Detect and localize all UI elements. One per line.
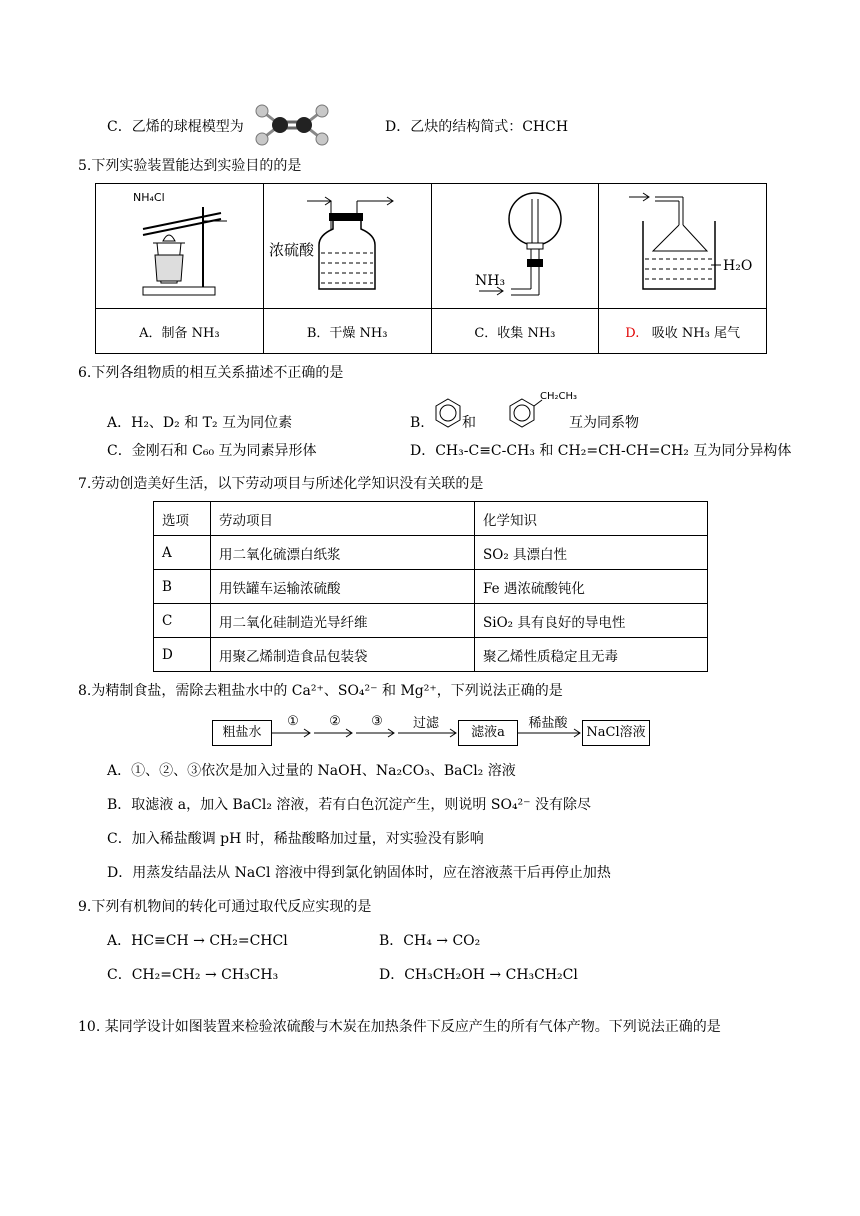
- q4-option-c: C．乙烯的球棍模型为: [107, 119, 244, 135]
- funnel-absorption-icon: [603, 185, 763, 303]
- q6-option-b-suffix: 互为同系物: [569, 415, 639, 431]
- flow-step-2: ②: [329, 714, 341, 729]
- q6-option-c: C．金刚石和 C₆₀ 互为同素异形体: [107, 443, 317, 459]
- table-cell: D: [154, 638, 211, 672]
- q9-option-a: A．HC≡CH → CH₂=CHCl: [107, 933, 288, 949]
- table-row: [154, 536, 708, 570]
- flow-step-3: ③: [371, 714, 383, 729]
- apparatus-d-cell: [599, 184, 767, 309]
- caption-d-text: 吸收 NH₃ 尾气: [651, 325, 740, 341]
- table-row: [154, 604, 708, 638]
- q6-option-a: A．H₂、D₂ 和 T₂ 互为同位素: [107, 415, 293, 431]
- q4-option-d: D．乙炔的结构简式：CHCH: [385, 119, 569, 135]
- table-cell: 用聚乙烯制造食品包装袋: [211, 638, 475, 672]
- table-cell: 聚乙烯性质稳定且无毒: [475, 638, 708, 672]
- table-cell: B: [154, 570, 211, 604]
- ethyl-group-label: CH₂CH₃: [540, 391, 578, 402]
- q9-option-d: D．CH₃CH₂OH → CH₃CH₂Cl: [379, 967, 578, 983]
- apparatus-a-label: NH₄Cl: [133, 191, 166, 204]
- table-header-cell: 选项: [154, 502, 211, 536]
- q6-option-d: D．CH₃-C≡C-CH₃ 和 CH₂=CH-CH=CH₂ 互为同分异构体: [410, 443, 792, 459]
- table-row: [154, 638, 708, 672]
- table-header-cell: 化学知识: [475, 502, 708, 536]
- q8-option-a: A．①、②、③依次是加入过量的 NaOH、Na₂CO₃、BaCl₂ 溶液: [107, 763, 516, 779]
- flow-box-filtrate: 滤液a: [458, 720, 518, 746]
- apparatus-b-label: 浓硫酸: [269, 241, 315, 259]
- heating-apparatus-icon: [99, 185, 259, 303]
- q6-option-b-prefix: B.: [410, 415, 425, 431]
- q8-option-d: D．用蒸发结晶法从 NaCl 溶液中得到氯化钠固体时，应在溶液蒸干后再停止加热: [107, 865, 611, 881]
- q8-option-c: C．加入稀盐酸调 pH 时，稀盐酸略加过量，对实验没有影响: [107, 831, 484, 847]
- table-cell: SiO₂ 具有良好的导电性: [475, 604, 708, 638]
- flow-box-end: NaCl溶液: [582, 720, 650, 746]
- table-row: [154, 570, 708, 604]
- apparatus-b-cell: [263, 184, 431, 309]
- q10-stem: 10. 某同学设计如图装置来检验浓硫酸与木炭在加热条件下反应产生的所有气体产物。下列说法正确的是: [78, 1019, 721, 1035]
- flow-step-1: ①: [287, 714, 299, 729]
- table-cell: 用二氧化硫漂白纸浆: [211, 536, 475, 570]
- caption-a: A．制备 NH₃: [96, 309, 264, 354]
- caption-d: [599, 309, 767, 354]
- q9-stem: 9.下列有机物间的转化可通过取代反应实现的是: [78, 899, 372, 915]
- q7-table: [153, 501, 708, 672]
- caption-b: B．干燥 NH₃: [263, 309, 431, 354]
- q7-stem: 7.劳动创造美好生活，以下劳动项目与所述化学知识没有关联的是: [78, 476, 484, 492]
- apparatus-c-cell: [431, 184, 599, 309]
- q8-option-b: B．取滤液 a，加入 BaCl₂ 溶液，若有白色沉淀产生，则说明 SO₄²⁻ 没有除尽: [107, 797, 592, 813]
- apparatus-a-cell: [96, 184, 264, 309]
- table-header-cell: 劳动项目: [211, 502, 475, 536]
- flow-acid-label: 稀盐酸: [528, 716, 568, 731]
- apparatus-c-label: NH₃: [474, 273, 505, 289]
- table-header-row: [154, 502, 708, 536]
- table-cell: C: [154, 604, 211, 638]
- table-cell: A: [154, 536, 211, 570]
- q9-option-b: B．CH₄ → CO₂: [379, 933, 481, 949]
- q6-stem: 6.下列各组物质的相互关系描述不正确的是: [78, 365, 344, 381]
- q9-option-c: C．CH₂=CH₂ → CH₃CH₃: [107, 967, 279, 983]
- q5-stem: 5.下列实验装置能达到实验目的的是: [78, 158, 302, 174]
- apparatus-d-label: H₂O: [722, 258, 752, 274]
- table-cell: SO₂ 具漂白性: [475, 536, 708, 570]
- flow-filter-label: 过滤: [412, 716, 439, 731]
- round-flask-collection-icon: [435, 185, 595, 303]
- caption-c: C．收集 NH₃: [431, 309, 599, 354]
- q8-stem: 8.为精制食盐，需除去粗盐水中的 Ca²⁺、SO₄²⁻ 和 Mg²⁺，下列说法正确的是: [78, 683, 563, 699]
- q5-apparatus-table: [95, 183, 767, 354]
- gas-washing-bottle-icon: [267, 185, 427, 303]
- table-cell: 用二氧化硅制造光导纤维: [211, 604, 475, 638]
- ethylene-ball-stick-model-icon: [252, 103, 334, 147]
- table-cell: Fe 遇浓硫酸钝化: [475, 570, 708, 604]
- flow-box-start: 粗盐水: [212, 720, 272, 746]
- caption-d-letter: D.: [625, 325, 640, 341]
- benzene-ethylbenzene-structures: [430, 389, 578, 433]
- q6-option-b-and: 和: [462, 415, 476, 431]
- table-cell: 用铁罐车运输浓硫酸: [211, 570, 475, 604]
